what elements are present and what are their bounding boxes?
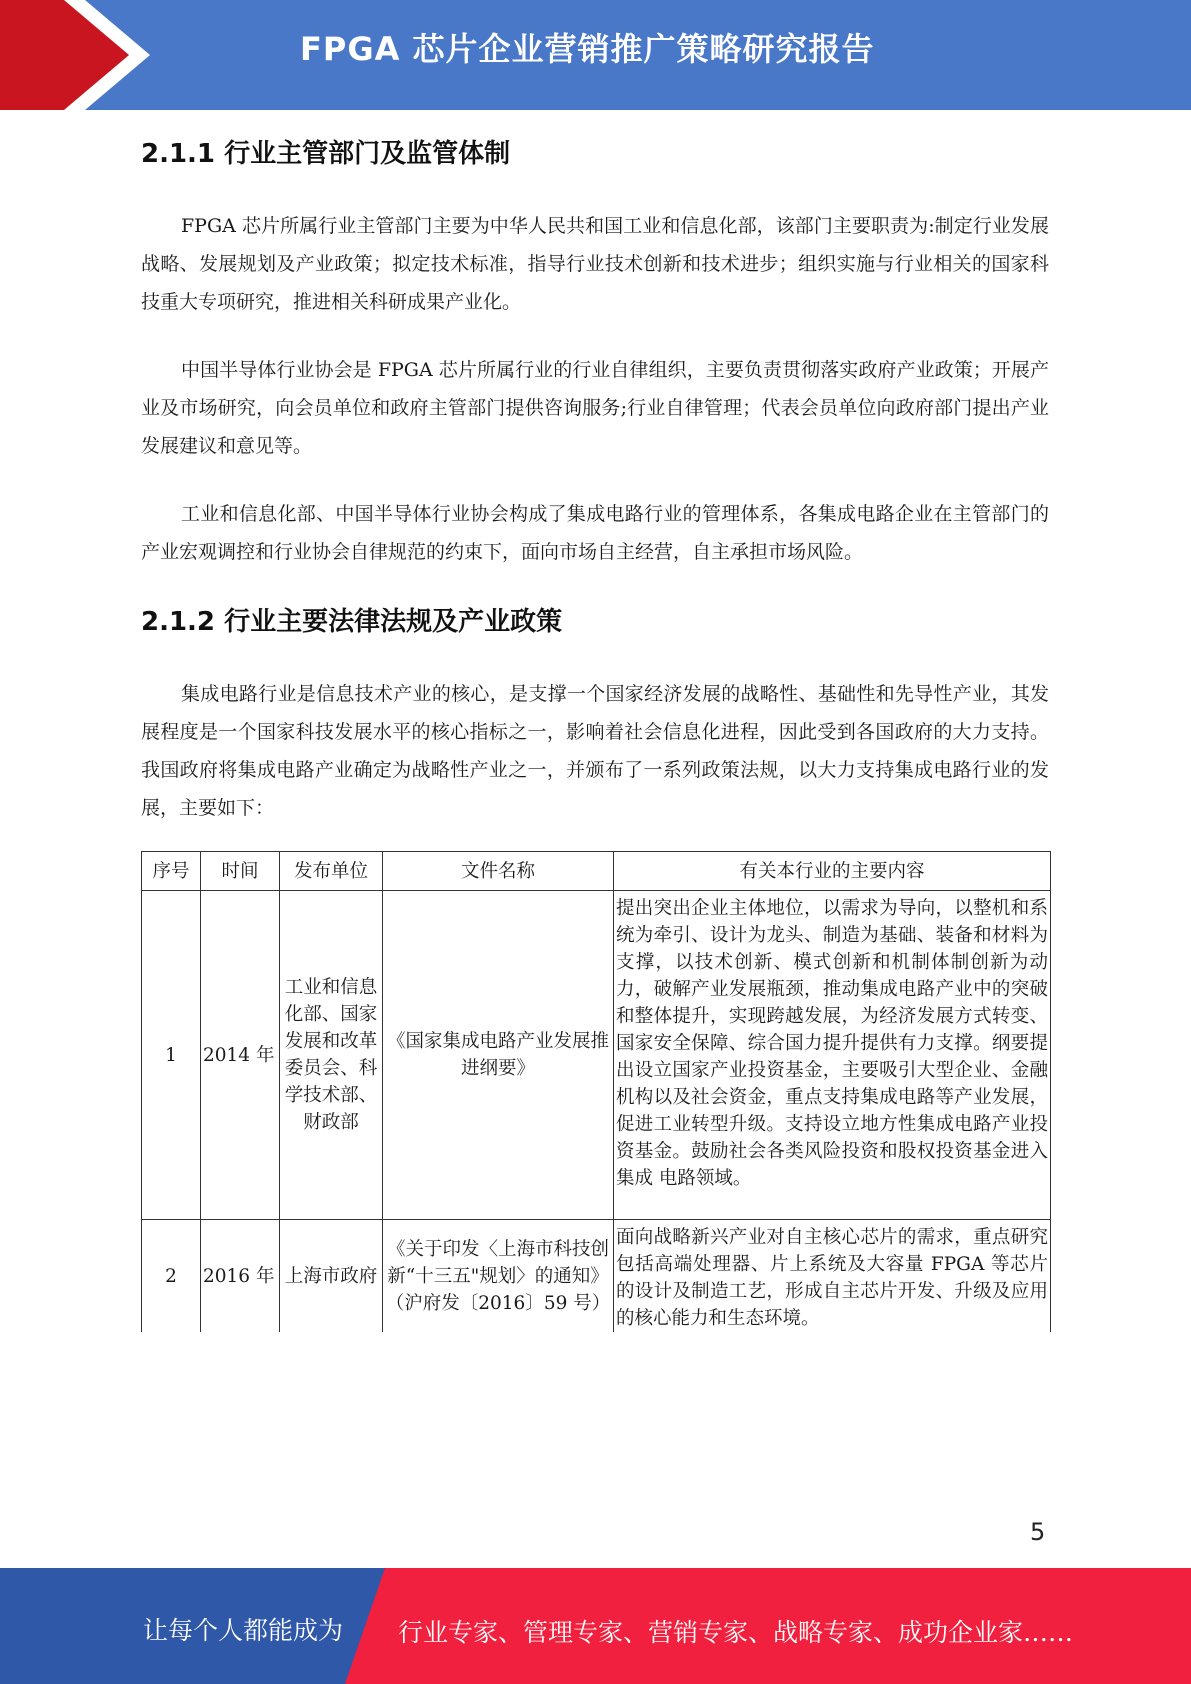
cell-year: 2014 年	[201, 891, 280, 1220]
policy-table	[141, 851, 1051, 1332]
report-title: FPGA 芯片企业营销推广策略研究报告	[300, 30, 875, 68]
table-header-row	[142, 852, 1051, 891]
paragraph: 集成电路行业是信息技术产业的核心，是支撑一个国家经济发展的战略性、基础性和先导性产业，其发展程度是一个国家科技发展水平的核心指标之一，影响着社会信息化进程，因此受到各国政府的大力支持。我国政府将集成电路产业确定为战略性产业之一，并颁布了一系列政策法规，以大力支持集成电路行业的发展，主要如下：	[141, 683, 1049, 819]
column-header: 时间	[201, 852, 280, 891]
paragraph: FPGA 芯片所属行业主管部门主要为中华人民共和国工业和信息化部，该部门主要职责为:制定行业发展战略、发展规划及产业政策；拟定技术标准，指导行业技术创新和技术进步；组织实施与行业相关的国家科技重大专项研究，推进相关科研成果产业化。	[141, 215, 1049, 313]
column-header: 发布单位	[280, 852, 383, 891]
cell-document: 《国家集成电路产业发展推进纲要》	[383, 891, 614, 1220]
section-heading-2-1-1: 2.1.1 行业主管部门及监管体制	[141, 139, 511, 169]
table-row	[142, 891, 1051, 1220]
footer-slogan-left: 让每个人都能成为	[143, 1616, 344, 1645]
cell-content: 提出突出企业主体地位，以需求为导向，以整机和系统为牵引、设计为龙头、制造为基础、装备和材料为支撑，以技术创新、模式创新和机制体制创新为动力，破解产业发展瓶颈，推动集成电路产业中的突破和整体提升，实现跨越发展，为经济发展方式转变、国家安全保障、综合国力提升提供有力支撑。纲要提出设立国家产业投资基金，主要吸引大型企业、金融机构以及社会资金，重点支持集成电路等产业发展，促进工业转型升级。支持设立地方性集成电路产业投资基金。鼓励社会各类风险投资和股权投资基金进入集成 电路领域。	[614, 891, 1051, 1220]
cell-year: 2016 年	[201, 1220, 280, 1333]
page-footer	[0, 1568, 1191, 1684]
column-header: 序号	[142, 852, 201, 891]
column-header: 有关本行业的主要内容	[614, 852, 1051, 891]
header-chevron-red	[0, 0, 150, 110]
footer-slogan-right: 行业专家、管理专家、营销专家、战略专家、成功企业家……	[398, 1618, 1074, 1647]
cell-content: 面向战略新兴产业对自主核心芯片的需求，重点研究包括高端处理器、片上系统及大容量 FPGA 等芯片的设计及制造工艺，形成自主芯片开发、升级及应用的核心能力和生态环境。	[614, 1220, 1051, 1333]
table-row	[142, 1220, 1051, 1333]
column-header: 文件名称	[383, 852, 614, 891]
paragraph: 中国半导体行业协会是 FPGA 芯片所属行业的行业自律组织，主要负责贯彻落实政府产业政策；开展产业及市场研究，向会员单位和政府主管部门提供咨询服务;行业自律管理；代表会员单位向政府部门提出产业发展建议和意见等。	[141, 359, 1049, 457]
section-heading-2-1-2: 2.1.2 行业主要法律法规及产业政策	[141, 607, 563, 637]
cell-document: 《关于印发〈上海市科技创新“十三五"规划〉的通知》（沪府发〔2016〕59 号）	[383, 1220, 614, 1333]
cell-issuer: 上海市政府	[280, 1220, 383, 1333]
cell-no: 2	[142, 1220, 201, 1333]
page-number: 5	[1030, 1518, 1046, 1546]
cell-issuer: 工业和信息化部、国家发展和改革委员会、科学技术部、财政部	[280, 891, 383, 1220]
page-header	[0, 0, 1191, 110]
cell-no: 1	[142, 891, 201, 1220]
paragraph: 工业和信息化部、中国半导体行业协会构成了集成电路行业的管理体系，各集成电路企业在主管部门的产业宏观调控和行业协会自律规范的约束下，面向市场自主经营，自主承担市场风险。	[141, 503, 1049, 563]
